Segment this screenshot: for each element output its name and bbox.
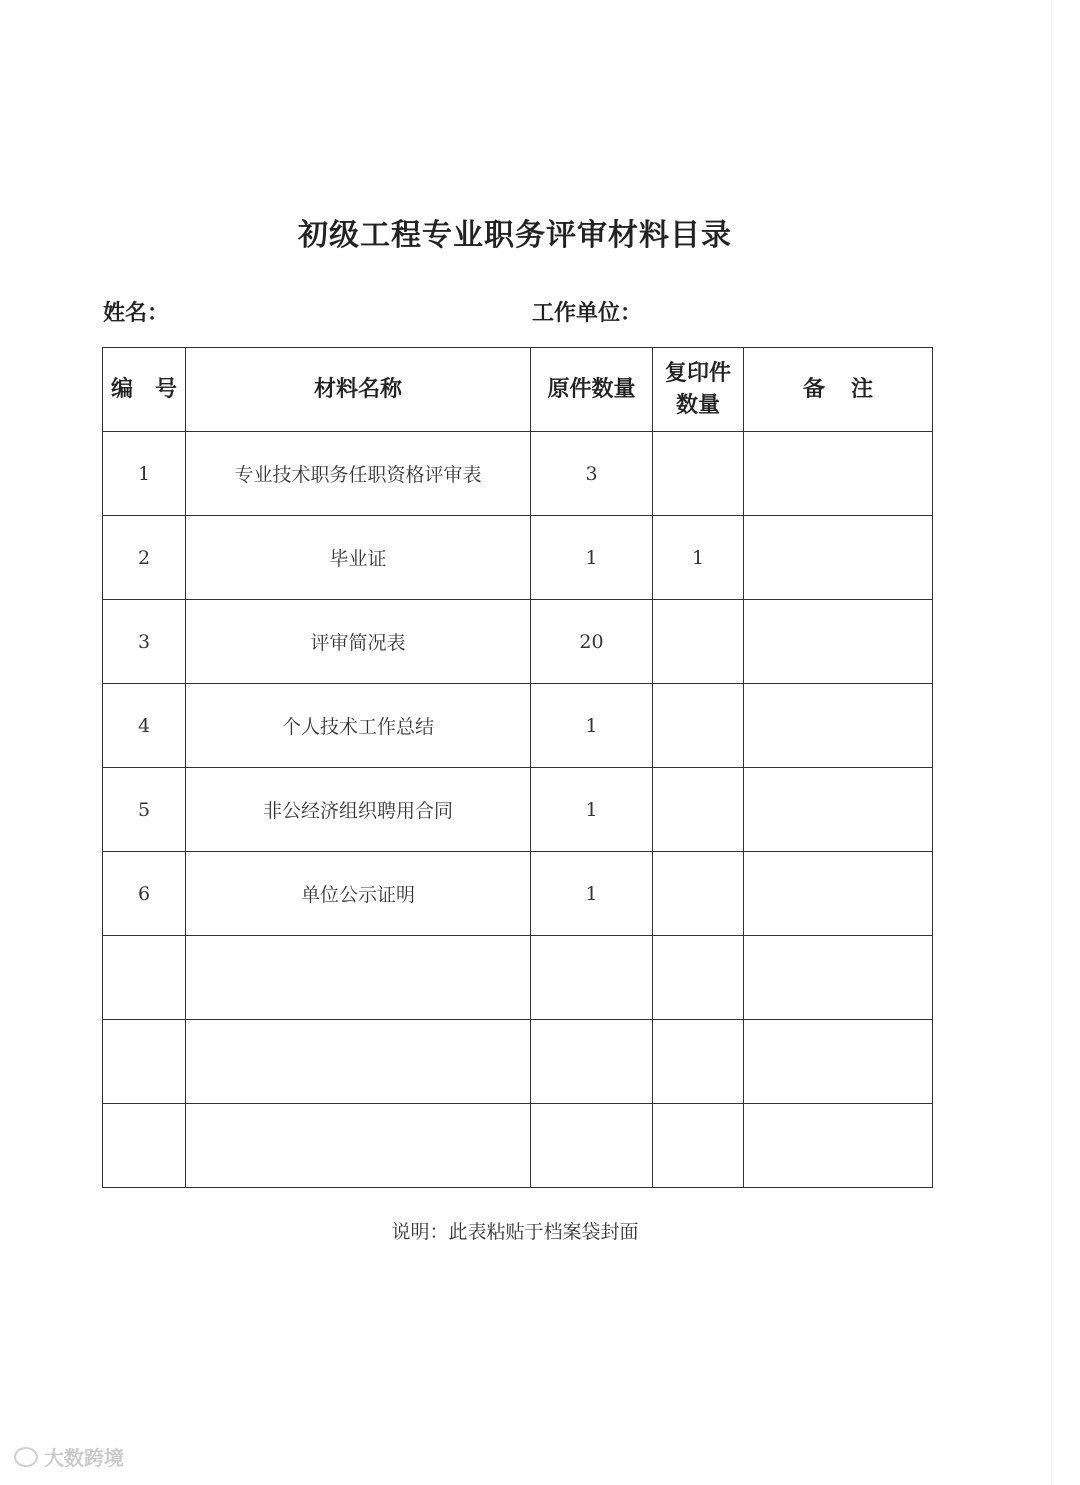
watermark	[14, 1442, 124, 1471]
cell-copy-count	[653, 432, 744, 516]
cell-number	[103, 1104, 186, 1188]
cell-remark	[744, 1104, 933, 1188]
document-title: 初级工程专业职务评审材料目录	[298, 218, 732, 253]
cell-remark	[744, 936, 933, 1020]
header-material-name: 材料名称	[186, 348, 531, 432]
header-number-char-2: 号	[154, 376, 177, 402]
table-row	[103, 432, 933, 516]
cell-original-count: 1	[531, 768, 653, 852]
header-remark-char-1: 备	[802, 376, 825, 402]
cell-original-count	[531, 1104, 653, 1188]
cell-original-count: 1	[531, 852, 653, 936]
cell-original-count	[531, 936, 653, 1020]
cell-copy-count	[653, 1020, 744, 1104]
watermark-logo-icon	[14, 1447, 38, 1467]
header-copy-count-line-2: 数量	[675, 392, 720, 418]
cell-material-name: 专业技术职务任职资格评审表	[186, 432, 531, 516]
cell-material-name: 非公经济组织聘用合同	[186, 768, 531, 852]
header-original-count: 原件数量	[531, 348, 653, 432]
cell-remark	[744, 432, 933, 516]
header-number	[103, 348, 186, 432]
watermark-text: 大数跨境	[44, 1446, 124, 1470]
cell-copy-count	[653, 852, 744, 936]
cell-material-name: 个人技术工作总结	[186, 684, 531, 768]
cell-copy-count	[653, 684, 744, 768]
cell-material-name: 评审简况表	[186, 600, 531, 684]
cell-number: 1	[103, 432, 186, 516]
cell-copy-count	[653, 936, 744, 1020]
cell-material-name: 毕业证	[186, 516, 531, 600]
table-row	[103, 516, 933, 600]
cell-remark	[744, 1020, 933, 1104]
header-remark	[744, 348, 933, 432]
table-row	[103, 684, 933, 768]
cell-number: 2	[103, 516, 186, 600]
cell-material-name: 单位公示证明	[186, 852, 531, 936]
header-copy-count-line-1: 复印件	[664, 360, 731, 386]
name-label: 姓名：	[103, 301, 170, 326]
work-unit-label: 工作单位：	[532, 301, 643, 326]
table-header-row	[103, 348, 933, 432]
cell-material-name	[186, 1104, 531, 1188]
cell-copy-count	[653, 600, 744, 684]
cell-original-count: 1	[531, 516, 653, 600]
header-copy-count	[653, 348, 744, 432]
table-row-empty	[103, 1020, 933, 1104]
cell-original-count: 20	[531, 600, 653, 684]
cell-copy-count: 1	[653, 516, 744, 600]
scan-edge-line	[1051, 0, 1052, 1485]
materials-table	[102, 347, 933, 1188]
cell-copy-count	[653, 1104, 744, 1188]
cell-remark	[744, 852, 933, 936]
cell-remark	[744, 516, 933, 600]
cell-remark	[744, 600, 933, 684]
table-row	[103, 852, 933, 936]
cell-original-count: 1	[531, 684, 653, 768]
cell-remark	[744, 684, 933, 768]
cell-number: 3	[103, 600, 186, 684]
cell-number: 6	[103, 852, 186, 936]
cell-remark	[744, 768, 933, 852]
cell-original-count	[531, 1020, 653, 1104]
table-row-empty	[103, 936, 933, 1020]
cell-number	[103, 936, 186, 1020]
cell-number	[103, 1020, 186, 1104]
cell-number: 5	[103, 768, 186, 852]
cell-material-name	[186, 936, 531, 1020]
cell-material-name	[186, 1020, 531, 1104]
cell-copy-count	[653, 768, 744, 852]
table-row	[103, 600, 933, 684]
header-remark-char-2: 注	[851, 376, 874, 402]
footnote: 说明：此表粘贴于档案袋封面	[391, 1221, 639, 1243]
cell-number: 4	[103, 684, 186, 768]
cell-original-count: 3	[531, 432, 653, 516]
table-row-empty	[103, 1104, 933, 1188]
header-number-char-1: 编	[111, 376, 134, 402]
table-row	[103, 768, 933, 852]
